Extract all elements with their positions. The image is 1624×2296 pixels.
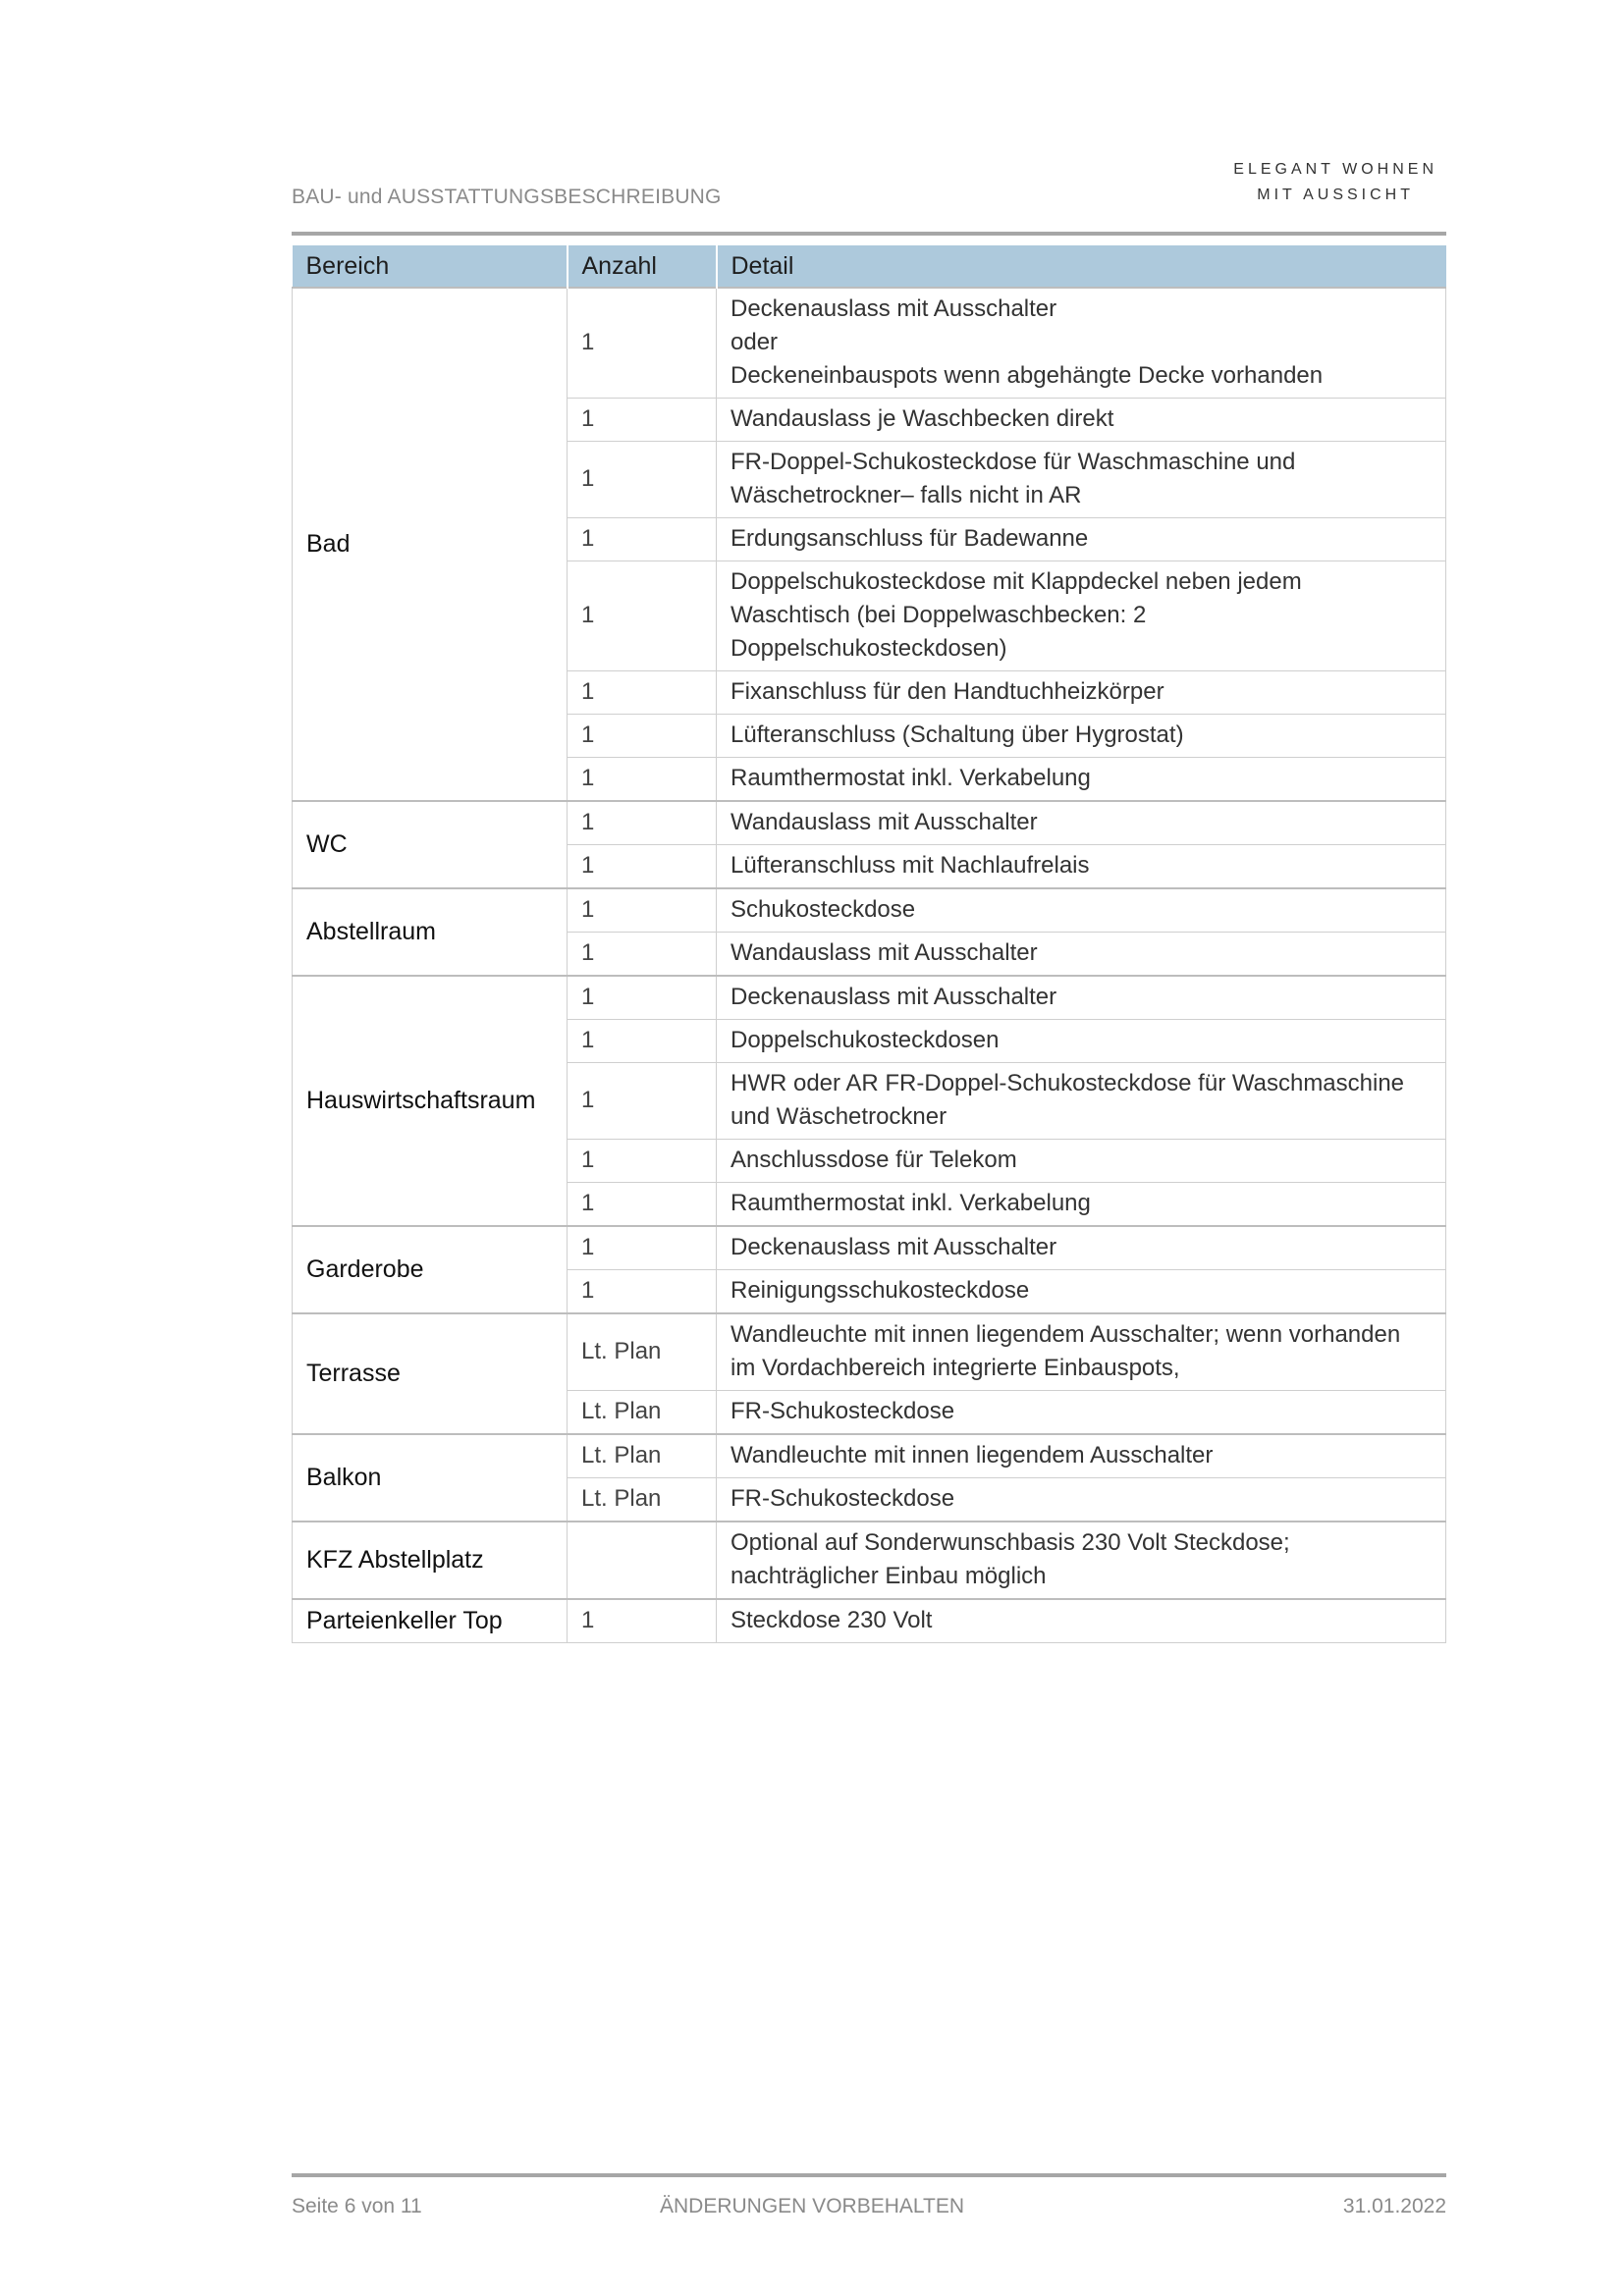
detail-cell xyxy=(717,1140,1446,1183)
count-cell: 1 xyxy=(568,1270,717,1314)
detail-cell xyxy=(717,561,1446,671)
area-cell: Abstellraum xyxy=(293,888,568,976)
detail-line: Anschlussdose für Telekom xyxy=(731,1147,1017,1173)
area-cell: Bad xyxy=(293,288,568,801)
count-cell: Lt. Plan xyxy=(568,1391,717,1435)
detail-cell xyxy=(717,1599,1446,1643)
detail-cell xyxy=(717,1020,1446,1063)
column-header-detail: Detail xyxy=(717,245,1446,288)
table-row xyxy=(293,888,1446,933)
detail-cell xyxy=(717,758,1446,802)
detail-cell xyxy=(717,671,1446,715)
count-cell: 1 xyxy=(568,671,717,715)
count-cell: 1 xyxy=(568,976,717,1020)
detail-cell xyxy=(717,288,1446,399)
table-row xyxy=(293,801,1446,845)
brand-line-2: MIT AUSSICHT xyxy=(1257,187,1414,203)
area-cell: WC xyxy=(293,801,568,888)
table-header-row xyxy=(293,245,1446,288)
detail-line: Erdungsanschluss für Badewanne xyxy=(731,525,1089,552)
count-cell: Lt. Plan xyxy=(568,1478,717,1522)
detail-cell xyxy=(717,1434,1446,1478)
detail-line: FR-Doppel-Schukosteckdose für Waschmaschine und xyxy=(731,449,1296,475)
detail-cell xyxy=(717,1478,1446,1522)
detail-cell xyxy=(717,1313,1446,1391)
detail-cell xyxy=(717,1183,1446,1227)
detail-line: nachträglicher Einbau möglich xyxy=(731,1563,1047,1589)
count-cell: 1 xyxy=(568,758,717,802)
detail-line: FR-Schukosteckdose xyxy=(731,1485,955,1512)
count-cell xyxy=(568,1522,717,1599)
detail-cell xyxy=(717,845,1446,889)
detail-line: Fixanschluss für den Handtuchheizkörper xyxy=(731,678,1164,705)
page-number: Seite 6 von 11 xyxy=(292,2195,422,2217)
detail-line: im Vordachbereich integrierte Einbauspots, xyxy=(731,1355,1180,1381)
count-cell: 1 xyxy=(568,888,717,933)
count-cell: 1 xyxy=(568,845,717,889)
detail-cell xyxy=(717,801,1446,845)
detail-line: Wandauslass je Waschbecken direkt xyxy=(731,405,1114,432)
detail-cell xyxy=(717,1226,1446,1270)
document-title: BAU- und AUSSTATTUNGSBESCHREIBUNG xyxy=(292,186,722,208)
detail-line: Optional auf Sonderwunschbasis 230 Volt Steckdose; xyxy=(731,1529,1290,1556)
detail-line: Lüfteranschluss (Schaltung über Hygrostat) xyxy=(731,721,1184,748)
document-date: 31.01.2022 xyxy=(1342,2195,1446,2217)
count-cell: 1 xyxy=(568,1020,717,1063)
detail-line: Raumthermostat inkl. Verkabelung xyxy=(731,1190,1091,1216)
detail-line: Doppelschukosteckdose mit Klappdeckel neben jedem xyxy=(731,568,1302,595)
footer-note: ÄNDERUNGEN VORBEHALTEN xyxy=(660,2195,964,2217)
area-cell: Balkon xyxy=(293,1434,568,1522)
detail-line: und Wäschetrockner xyxy=(731,1103,947,1130)
column-header-count: Anzahl xyxy=(568,245,717,288)
detail-line: Deckenauslass mit Ausschalter xyxy=(731,1234,1057,1260)
count-cell: 1 xyxy=(568,1599,717,1643)
equipment-table xyxy=(292,245,1446,1643)
detail-cell xyxy=(717,1391,1446,1435)
detail-line: Reinigungsschukosteckdose xyxy=(731,1277,1030,1304)
count-cell: Lt. Plan xyxy=(568,1313,717,1391)
detail-cell xyxy=(717,715,1446,758)
area-cell: Parteienkeller Top xyxy=(293,1599,568,1643)
table-body xyxy=(293,288,1446,1643)
count-cell: Lt. Plan xyxy=(568,1434,717,1478)
area-cell: Terrasse xyxy=(293,1313,568,1434)
column-header-area: Bereich xyxy=(293,245,568,288)
detail-cell xyxy=(717,933,1446,977)
area-cell: KFZ Abstellplatz xyxy=(293,1522,568,1599)
detail-line: oder xyxy=(731,329,779,355)
count-cell: 1 xyxy=(568,518,717,561)
count-cell: 1 xyxy=(568,933,717,977)
detail-cell xyxy=(717,399,1446,442)
detail-line: Schukosteckdose xyxy=(731,896,916,923)
count-cell: 1 xyxy=(568,1063,717,1140)
brand-line-1: ELEGANT WOHNEN xyxy=(1233,161,1437,178)
header-divider xyxy=(292,232,1446,236)
table-row xyxy=(293,1313,1446,1391)
detail-line: HWR oder AR FR-Doppel-Schukosteckdose für Waschmaschine xyxy=(731,1070,1405,1096)
detail-line: Wandauslass mit Ausschalter xyxy=(731,809,1038,835)
detail-cell xyxy=(717,1270,1446,1314)
count-cell: 1 xyxy=(568,399,717,442)
count-cell: 1 xyxy=(568,288,717,399)
table-row xyxy=(293,976,1446,1020)
detail-line: Lüfteranschluss mit Nachlaufrelais xyxy=(731,852,1090,879)
detail-cell xyxy=(717,888,1446,933)
detail-line: Deckeneinbauspots wenn abgehängte Decke vorhanden xyxy=(731,362,1324,389)
detail-cell xyxy=(717,1522,1446,1599)
footer-divider xyxy=(292,2173,1446,2177)
detail-line: Doppelschukosteckdosen xyxy=(731,1027,1000,1053)
detail-line: Wandleuchte mit innen liegendem Ausschalter; wenn vorhanden xyxy=(731,1321,1401,1348)
detail-cell xyxy=(717,442,1446,518)
count-cell: 1 xyxy=(568,715,717,758)
detail-cell xyxy=(717,976,1446,1020)
detail-line: Wäschetrockner– falls nicht in AR xyxy=(731,482,1082,508)
detail-line: FR-Schukosteckdose xyxy=(731,1398,955,1424)
detail-line: Raumthermostat inkl. Verkabelung xyxy=(731,765,1091,791)
detail-line: Doppelschukosteckdosen) xyxy=(731,635,1007,662)
table-row xyxy=(293,288,1446,399)
count-cell: 1 xyxy=(568,801,717,845)
detail-line: Wandleuchte mit innen liegendem Ausschalter xyxy=(731,1442,1214,1468)
count-cell: 1 xyxy=(568,442,717,518)
detail-line: Waschtisch (bei Doppelwaschbecken: 2 xyxy=(731,602,1147,628)
detail-cell xyxy=(717,518,1446,561)
table-row xyxy=(293,1434,1446,1478)
table-row xyxy=(293,1522,1446,1599)
detail-line: Deckenauslass mit Ausschalter xyxy=(731,984,1057,1010)
count-cell: 1 xyxy=(568,1226,717,1270)
table-row xyxy=(293,1599,1446,1643)
detail-line: Deckenauslass mit Ausschalter xyxy=(731,295,1057,322)
detail-cell xyxy=(717,1063,1446,1140)
area-cell: Garderobe xyxy=(293,1226,568,1313)
detail-line: Wandauslass mit Ausschalter xyxy=(731,939,1038,966)
detail-line: Steckdose 230 Volt xyxy=(731,1607,933,1633)
count-cell: 1 xyxy=(568,1140,717,1183)
area-cell: Hauswirtschaftsraum xyxy=(293,976,568,1226)
brand-logo-text xyxy=(1233,157,1437,208)
count-cell: 1 xyxy=(568,1183,717,1227)
table-row xyxy=(293,1226,1446,1270)
count-cell: 1 xyxy=(568,561,717,671)
